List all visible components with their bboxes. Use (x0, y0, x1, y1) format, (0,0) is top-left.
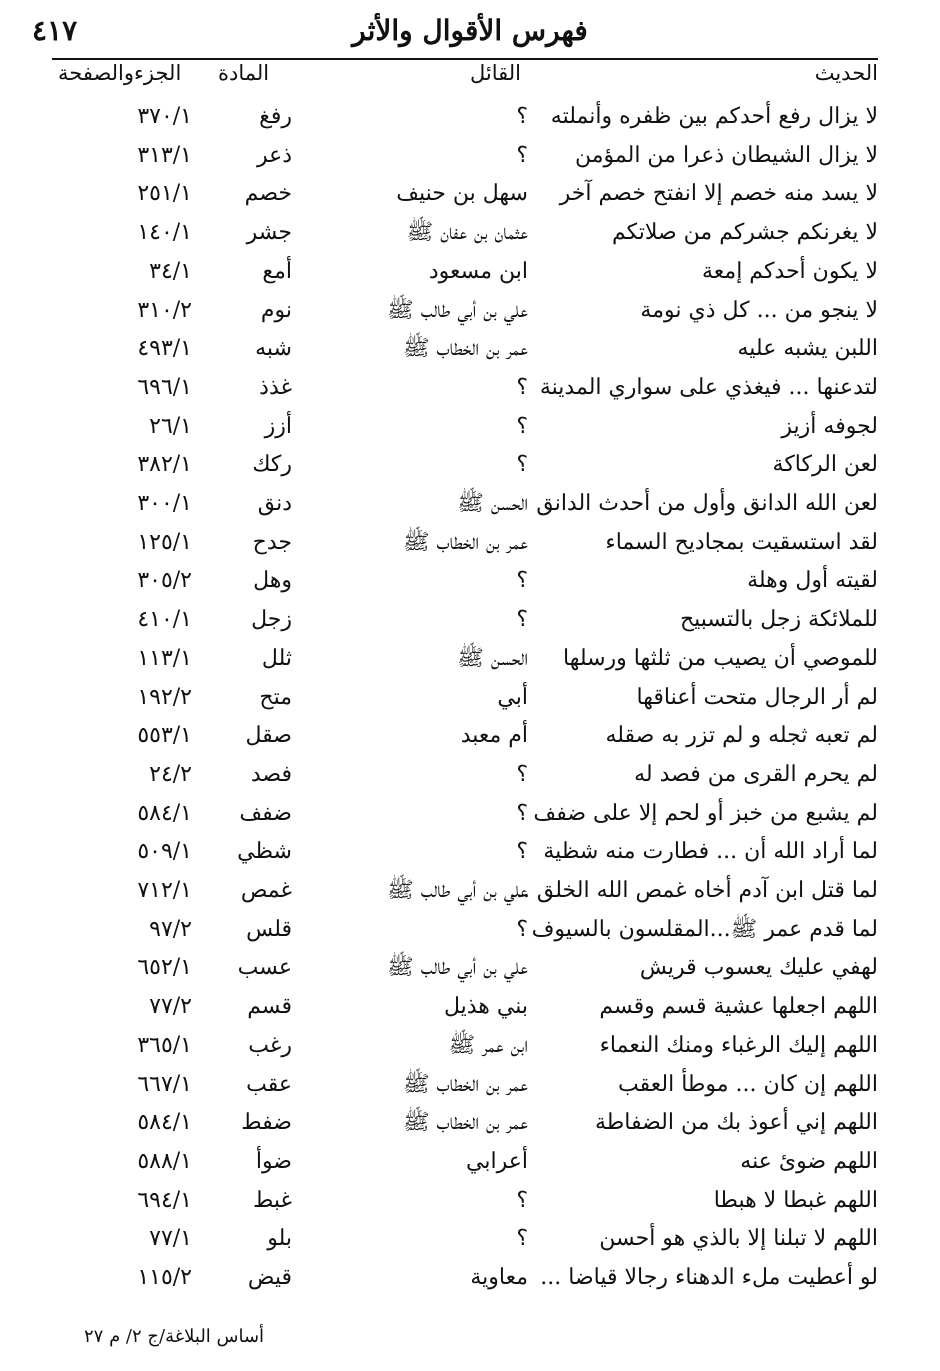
volume-page-ref: ٦٩٤/١ (137, 1187, 192, 1213)
hadith-text: للموصي أن يصيب من ثلثها ورسلها (563, 645, 878, 671)
speaker-name: سهل بن حنيف (396, 181, 528, 207)
column-header-root: المادة (218, 61, 270, 85)
root-word: زجل (251, 607, 292, 633)
root-word: ذعر (256, 142, 292, 168)
root-word: ضفف (239, 800, 292, 826)
speaker-name: ؟ (516, 839, 528, 865)
table-row (0, 1220, 940, 1258)
table-row (0, 369, 940, 407)
table-row (0, 872, 940, 910)
speaker-name: ؟ (516, 607, 528, 633)
hadith-text: لتدعنها ... فيغذي على سواري المدينة (539, 374, 878, 400)
volume-page-ref: ٣٠٥/٢ (137, 568, 192, 594)
root-word: شظي (237, 839, 292, 865)
table-row (0, 717, 940, 755)
hadith-text: لعن الركاكة (772, 452, 878, 478)
speaker-name: معاوية (470, 1265, 528, 1290)
volume-page-ref: ٤١٠/١ (137, 607, 192, 633)
speaker-name: الحسن ﷺ (457, 645, 528, 671)
hadith-text: لقد استسقيت بمجاديح السماء (605, 529, 878, 555)
root-word: رغب (248, 1032, 292, 1058)
root-word: شبه (255, 336, 292, 362)
speaker-name: أبي (497, 684, 528, 710)
column-header-hadith: الحديث (814, 61, 878, 85)
table-row (0, 949, 940, 987)
speaker-name: بني هذيل (443, 994, 528, 1020)
table-row (0, 1259, 940, 1297)
speaker-name: ابن عمر ﷺ (448, 1032, 528, 1058)
volume-page-ref: ١٩٢/٢ (137, 684, 192, 710)
speaker-name: علي بن أبي طالب ﷺ (387, 955, 528, 981)
volume-page-ref: ٦٥٢/١ (137, 955, 192, 981)
table-row (0, 640, 940, 678)
speaker-name: عمر بن الخطاب ﷺ (402, 336, 528, 362)
column-header-reference: الجزءوالصفحة (58, 61, 182, 85)
root-word: أزز (264, 413, 292, 439)
hadith-text: اللهم ضوئ عنه (740, 1148, 878, 1174)
root-word: أمع (262, 258, 292, 284)
volume-page-ref: ١١٥/٢ (137, 1265, 192, 1290)
table-row (0, 137, 940, 175)
volume-page-ref: ٣٨٢/١ (137, 452, 192, 478)
hadith-text: لا يسد منه خصم إلا انفتح خصم آخر (559, 181, 878, 207)
root-word: صقل (245, 723, 292, 749)
root-word: نوم (260, 297, 292, 323)
hadith-text: اللهم إليك الرغباء ومنك النعماء (599, 1032, 878, 1058)
root-word: وهل (253, 568, 292, 594)
table-row (0, 446, 940, 484)
volume-page-ref: ٤٩٣/١ (137, 336, 192, 362)
table-row (0, 1104, 940, 1142)
speaker-name: ؟ (516, 452, 528, 478)
hadith-text: لهفي عليك يعسوب قريش (639, 955, 878, 981)
hadith-text: لم يشبع من خبز أو لحم إلا على ضفف (533, 800, 878, 826)
hadith-text: لعن الله الدانق وأول من أحدث الدانق (536, 491, 878, 516)
volume-page-ref: ٧٧/٢ (149, 994, 192, 1020)
speaker-name: عمر بن الخطاب ﷺ (402, 1110, 528, 1136)
speaker-name: ؟ (516, 104, 528, 129)
table-row (0, 175, 940, 213)
hadith-text: لا ينجو من ... كل ذي نومة (640, 297, 878, 323)
hadith-text: لما قدم عمر ﷺ...المقلسون بالسيوف (531, 916, 878, 942)
table-row (0, 292, 940, 330)
hadith-text: اللهم إني أعوذ بك من الضفاطة (594, 1110, 878, 1136)
root-word: خصم (244, 181, 292, 207)
column-header-speaker: القائل (470, 61, 522, 85)
root-word: فصد (250, 761, 292, 787)
speaker-name: ؟ (516, 800, 528, 826)
volume-page-ref: ٧٧/١ (149, 1226, 192, 1252)
volume-page-ref: ٣١٠/٢ (137, 297, 192, 323)
volume-page-ref: ١١٣/١ (137, 645, 192, 671)
hadith-text: لما قتل ابن آدم أخاه غمص الله الخلق ... (508, 878, 878, 903)
root-word: متح (259, 684, 292, 710)
speaker-name: عمر بن الخطاب ﷺ (402, 529, 528, 555)
hadith-text: لجوفه أزيز (781, 413, 878, 439)
table-row (0, 330, 940, 368)
table-row (0, 756, 940, 794)
table-row (0, 524, 940, 562)
volume-page-ref: ٣٧٠/١ (137, 104, 192, 129)
hadith-text: لم تعبه ثجله و لم تزر به صقله (605, 723, 878, 749)
hadith-text: اللهم إن كان ... موطأ العقب (618, 1071, 878, 1097)
page-footer: أساس البلاغة/ج ٢/ م ٢٧ (84, 1326, 265, 1347)
hadith-text: اللبن يشبه عليه (737, 336, 878, 362)
volume-page-ref: ٣٦٥/١ (137, 1032, 192, 1058)
table-row (0, 562, 940, 600)
table-row (0, 1027, 940, 1065)
root-word: جشر (246, 220, 292, 246)
speaker-name: علي بن أبي طالب ﷺ (387, 878, 528, 903)
root-word: غمص (240, 878, 292, 903)
speaker-name: ؟ (516, 413, 528, 439)
page-title: فهرس الأقوال والأثر (352, 14, 588, 47)
table-row (0, 679, 940, 717)
speaker-name: عثمان بن عفان ﷺ (406, 220, 528, 246)
speaker-name: أعرابي (466, 1148, 528, 1174)
table-row (0, 1143, 940, 1181)
speaker-name: ؟ (516, 761, 528, 787)
volume-page-ref: ٢٦/١ (149, 413, 192, 439)
hadith-text: لا يزال الشيطان ذعرا من المؤمن (575, 142, 878, 168)
volume-page-ref: ٥٨٤/١ (137, 800, 192, 826)
table-row (0, 1066, 940, 1104)
table-row (0, 98, 940, 136)
volume-page-ref: ٥٥٣/١ (137, 723, 192, 749)
root-word: ثلل (261, 645, 292, 671)
hadith-text: للملائكة زجل بالتسبيح (679, 607, 878, 633)
root-word: ضوأ (255, 1148, 292, 1174)
speaker-name: ؟ (516, 374, 528, 400)
hadith-text: لو أعطيت ملء الدهناء رجالا قياضا ... (540, 1265, 878, 1290)
root-word: غذذ (259, 374, 292, 400)
volume-page-ref: ١٤٠/١ (137, 220, 192, 246)
root-word: جدح (252, 529, 292, 555)
speaker-name: عمر بن الخطاب ﷺ (402, 1071, 528, 1097)
root-word: ركك (252, 452, 292, 478)
volume-page-ref: ٥٨٤/١ (137, 1110, 192, 1136)
hadith-text: لا يغرنكم جشركم من صلاتكم (611, 220, 878, 246)
table-row (0, 1182, 940, 1220)
volume-page-ref: ٢٤/٢ (149, 761, 192, 787)
table-row (0, 214, 940, 252)
volume-page-ref: ٦٦٧/١ (137, 1071, 192, 1097)
root-word: غبط (252, 1187, 292, 1213)
hadith-text: اللهم لا تبلنا إلا بالذي هو أحسن (599, 1226, 878, 1252)
speaker-name: الحسن ﷺ (457, 491, 528, 516)
hadith-text: لا يكون أحدكم إمعة (702, 258, 878, 284)
page-number: ٤١٧ (32, 14, 78, 47)
volume-page-ref: ٦٩٦/١ (137, 374, 192, 400)
speaker-name: ؟ (516, 916, 528, 942)
speaker-name: أم معبد (460, 723, 528, 749)
volume-page-ref: ٢٥١/١ (137, 181, 192, 207)
root-word: بلو (267, 1226, 292, 1252)
hadith-text: لا يزال رفع أحدكم بين ظفره وأنملته (550, 104, 878, 129)
hadith-text: لقيته أول وهلة (747, 568, 878, 594)
root-word: قسم (247, 994, 292, 1020)
root-word: دنق (257, 491, 292, 516)
hadith-text: لما أراد الله أن ... فطارت منه شظية (543, 839, 878, 865)
volume-page-ref: ٣١٣/١ (137, 142, 192, 168)
speaker-name: ؟ (516, 1187, 528, 1213)
speaker-name: ؟ (516, 568, 528, 594)
table-row (0, 988, 940, 1026)
speaker-name: ؟ (516, 1226, 528, 1252)
root-word: ضفط (241, 1110, 292, 1136)
hadith-text: اللهم غبطا لا هبطا (713, 1187, 878, 1213)
table-row (0, 795, 940, 833)
volume-page-ref: ٥٨٨/١ (137, 1148, 192, 1174)
volume-page-ref: ٣٤/١ (149, 258, 192, 284)
speaker-name: ؟ (516, 142, 528, 168)
root-word: قيض (247, 1265, 292, 1290)
table-row (0, 485, 940, 523)
hadith-text: لم أر الرجال متحت أعناقها (636, 684, 878, 710)
hadith-text: اللهم اجعلها عشية قسم وقسم (599, 994, 878, 1020)
root-word: قلس (246, 916, 292, 942)
volume-page-ref: ٥٠٩/١ (137, 839, 192, 865)
table-row (0, 601, 940, 639)
table-row (0, 408, 940, 446)
table-row (0, 833, 940, 871)
speaker-name: علي بن أبي طالب ﷺ (387, 297, 528, 323)
root-word: رفغ (259, 104, 292, 129)
root-word: عسب (237, 955, 292, 981)
volume-page-ref: ٩٧/٢ (149, 916, 192, 942)
volume-page-ref: ٣٠٠/١ (137, 491, 192, 516)
hadith-text: لم يحرم القرى من فصد له (634, 761, 878, 787)
speaker-name: ابن مسعود (428, 258, 528, 284)
volume-page-ref: ٧١٢/١ (137, 878, 192, 903)
table-row (0, 253, 940, 291)
table-row (0, 911, 940, 949)
root-word: عقب (246, 1071, 292, 1097)
volume-page-ref: ١٢٥/١ (137, 529, 192, 555)
